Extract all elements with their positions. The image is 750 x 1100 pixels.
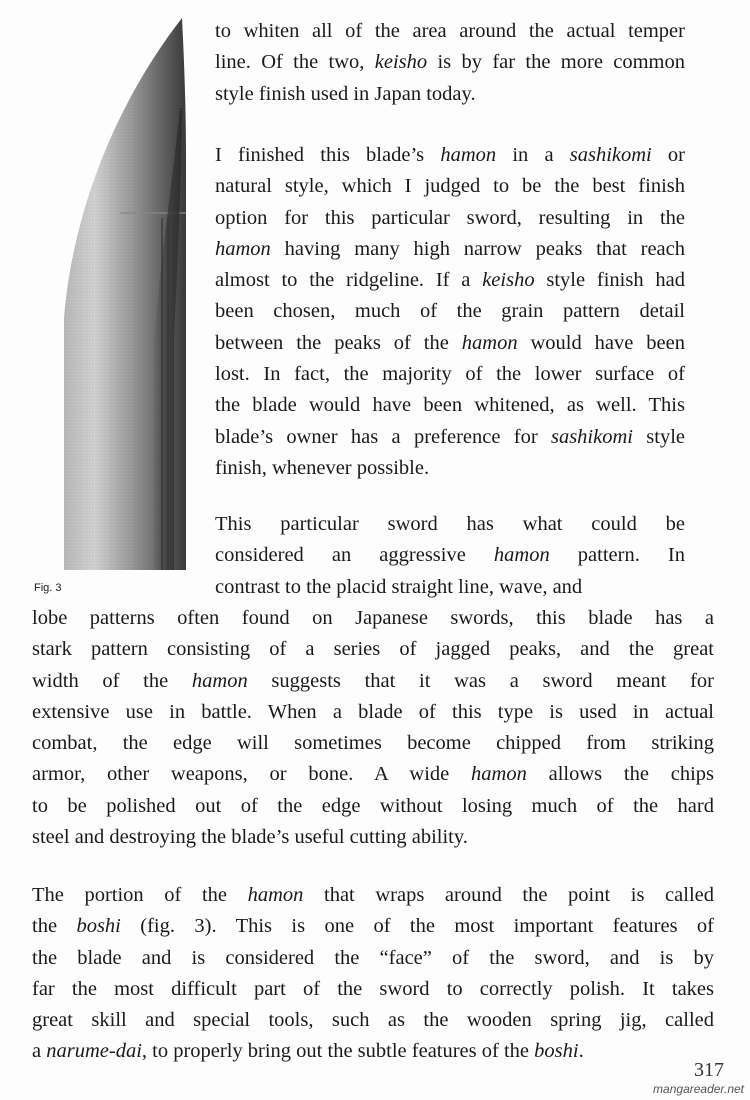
text-line — [32, 822, 714, 853]
text-segment: suggests that it was a sword meant for — [247, 669, 714, 692]
paragraph-4 — [32, 603, 714, 853]
text-segment: the — [32, 915, 77, 938]
text-line — [215, 540, 685, 571]
text-segment: style finish used in Japan today. — [215, 82, 476, 105]
text-line — [32, 791, 714, 822]
text-line — [215, 16, 685, 47]
italic-term: hamon — [440, 144, 497, 166]
sword-tip-figure — [62, 18, 190, 570]
text-segment: steel and destroying the blade’s useful cutting ability. — [32, 826, 468, 849]
text-segment: lobe patterns often found on Japanese swords, this blade has a — [32, 607, 714, 629]
italic-term: keisho — [482, 269, 535, 292]
italic-term: boshi — [76, 915, 121, 938]
text-segment: in a — [496, 144, 570, 166]
text-segment: or — [651, 144, 685, 166]
text-segment: combat, the edge will sometimes become chipped from striking — [32, 732, 714, 755]
text-segment: pattern. In — [549, 544, 685, 567]
paragraph-3 — [215, 509, 685, 603]
text-line — [32, 943, 714, 974]
text-line — [32, 634, 714, 665]
text-segment: extensive use in battle. When a blade of this type is used in actual — [32, 700, 714, 723]
text-segment: line. Of the two, — [215, 51, 375, 74]
text-segment: is by far the more common — [427, 51, 685, 74]
text-segment: style — [632, 425, 685, 448]
text-line — [215, 47, 685, 78]
text-line — [215, 422, 685, 453]
text-line — [32, 880, 714, 911]
text-segment: that wraps around the point is called — [303, 884, 714, 906]
text-segment: a — [32, 1040, 47, 1063]
text-line — [32, 911, 714, 942]
text-segment: great skill and special tools, such as the wooden spring jig, called — [32, 1009, 714, 1032]
figure-caption: Fig. 3 — [34, 582, 62, 594]
text-line — [215, 390, 685, 421]
text-line — [215, 359, 685, 390]
text-segment: would have been — [517, 331, 685, 354]
italic-term: hamon — [471, 763, 527, 786]
text-line — [215, 572, 685, 603]
text-segment: contrast to the placid straight line, wave, and — [215, 575, 583, 598]
text-line — [32, 1005, 714, 1036]
paragraph-1 — [215, 16, 685, 110]
text-segment: armor, other weapons, or bone. A wide — [32, 763, 472, 786]
text-line — [32, 759, 714, 790]
text-segment: natural style, which I judged to be the best finish — [215, 175, 685, 198]
text-segment: finish, whenever possible. — [215, 456, 430, 479]
text-line — [32, 666, 714, 697]
text-segment: . — [578, 1040, 584, 1063]
text-segment: considered an aggressive — [215, 544, 494, 567]
text-line — [215, 203, 685, 234]
text-segment: between the peaks of the — [215, 331, 462, 354]
text-segment: been chosen, much of the grain pattern detail — [215, 300, 685, 323]
italic-term: boshi — [534, 1040, 579, 1063]
text-line — [215, 296, 685, 327]
italic-term: keisho — [374, 51, 428, 74]
text-segment: the blade would have been whitened, as well. This — [215, 394, 685, 417]
text-segment: style finish had — [534, 269, 685, 292]
text-line — [215, 509, 685, 540]
paragraph-2 — [215, 140, 685, 484]
text-line — [32, 974, 714, 1005]
text-segment: stark pattern consisting of a series of jagged peaks, and the great — [32, 638, 714, 661]
italic-term: hamon — [191, 669, 248, 692]
text-segment: almost to the ridgeline. If a — [215, 269, 483, 292]
text-line — [215, 234, 685, 265]
italic-term: sashikomi — [550, 425, 633, 448]
text-segment: lost. In fact, the majority of the lower surface of — [215, 363, 685, 386]
italic-term: sashikomi — [569, 144, 652, 166]
text-segment: The portion of the — [32, 884, 248, 906]
text-segment: blade’s owner has a preference for — [215, 425, 551, 448]
text-segment: This particular sword has what could be — [215, 513, 685, 535]
text-segment: to be polished out of the edge without losing much of the hard — [32, 794, 714, 817]
text-line — [215, 79, 685, 110]
page-number: 317 — [694, 1059, 724, 1081]
text-line — [215, 453, 685, 484]
text-segment: having many high narrow peaks that reach — [270, 237, 685, 260]
text-line — [215, 171, 685, 202]
text-segment: allows the chips — [526, 763, 714, 786]
text-segment: (fig. 3). This is one of the most important features of — [120, 915, 715, 938]
text-segment: , to properly bring out the subtle features of the — [141, 1040, 535, 1063]
text-line — [215, 265, 685, 296]
text-segment: the blade and is considered the “face” of the sword, and is by — [32, 946, 714, 969]
italic-term: hamon — [247, 884, 304, 906]
text-segment: to whiten all of the area around the actual temper — [215, 20, 685, 42]
text-line — [32, 1036, 714, 1067]
text-segment: option for this particular sword, resulting in the — [215, 206, 685, 229]
text-segment: I finished this blade’s — [215, 144, 441, 166]
italic-term: hamon — [493, 544, 550, 567]
italic-term: hamon — [461, 331, 518, 354]
italic-term: narume-dai — [46, 1040, 142, 1063]
text-line — [32, 603, 714, 634]
paragraph-5 — [32, 880, 714, 1068]
watermark: mangareader.net — [653, 1082, 744, 1096]
text-line — [215, 328, 685, 359]
text-line — [32, 697, 714, 728]
text-line — [32, 728, 714, 759]
italic-term: hamon — [215, 237, 271, 260]
text-segment: width of the — [32, 669, 192, 692]
text-line — [215, 140, 685, 171]
sword-tip-image — [62, 18, 190, 570]
text-segment: far the most difficult part of the sword to correctly polish. It takes — [32, 977, 714, 1000]
